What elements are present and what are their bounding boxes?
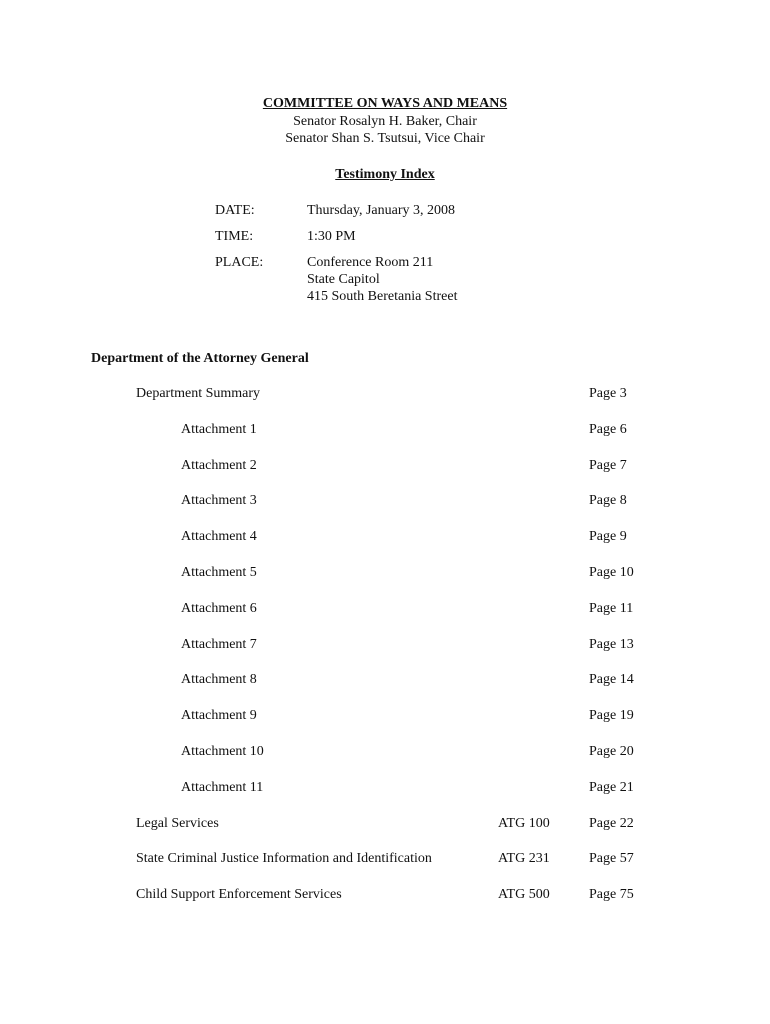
chair-line: Senator Rosalyn H. Baker, Chair [293, 114, 477, 129]
testimony-index-title: Testimony Index [335, 167, 435, 182]
entry-page-number: Page 3 [589, 386, 627, 401]
entry-label: Attachment 11 [181, 780, 264, 795]
entry-page-number: Page 14 [589, 672, 634, 687]
entry-label: Attachment 8 [181, 672, 257, 687]
entry-page-number: Page 6 [589, 422, 627, 437]
entry-page-number: Page 10 [589, 565, 634, 580]
date-value: Thursday, January 3, 2008 [307, 203, 456, 218]
entry-page-number: Page 9 [589, 529, 627, 544]
date-label: DATE: [215, 203, 255, 218]
entry-page-number: Page 13 [589, 637, 634, 652]
entry-program-code: ATG 500 [498, 887, 550, 902]
entry-label: Legal Services [136, 816, 219, 831]
entry-label: Attachment 1 [181, 422, 257, 437]
entry-label: Attachment 4 [181, 529, 257, 544]
entry-label: Child Support Enforcement Services [136, 887, 342, 902]
entry-label: Attachment 9 [181, 708, 257, 723]
entry-page-number: Page 22 [589, 816, 634, 831]
entry-label: Department Summary [136, 386, 261, 401]
time-label: TIME: [215, 229, 254, 244]
entry-page-number: Page 8 [589, 493, 627, 508]
entry-label: Attachment 10 [181, 744, 264, 759]
entry-page-number: Page 57 [589, 851, 634, 866]
entry-page-number: Page 11 [589, 601, 634, 616]
entry-page-number: Page 19 [589, 708, 634, 723]
place-line: State Capitol [307, 272, 380, 287]
entry-page-number: Page 21 [589, 780, 634, 795]
entry-page-number: Page 75 [589, 887, 634, 902]
entry-label: State Criminal Justice Information and Identification [136, 851, 432, 866]
entry-label: Attachment 3 [181, 493, 257, 508]
section-title: Department of the Attorney General [91, 351, 309, 366]
entry-program-code: ATG 231 [498, 851, 550, 866]
entry-page-number: Page 7 [589, 458, 627, 473]
place-label: PLACE: [215, 255, 264, 270]
entry-label: Attachment 5 [181, 565, 257, 580]
place-line: 415 South Beretania Street [307, 289, 458, 304]
entry-page-number: Page 20 [589, 744, 634, 759]
time-value: 1:30 PM [307, 229, 356, 244]
entry-label: Attachment 2 [181, 458, 257, 473]
place-line: Conference Room 211 [307, 255, 434, 270]
committee-title: COMMITTEE ON WAYS AND MEANS [262, 96, 508, 111]
vice-chair-line: Senator Shan S. Tsutsui, Vice Chair [285, 131, 485, 146]
entry-program-code: ATG 100 [498, 816, 550, 831]
entry-label: Attachment 6 [181, 601, 257, 616]
entry-label: Attachment 7 [181, 637, 257, 652]
